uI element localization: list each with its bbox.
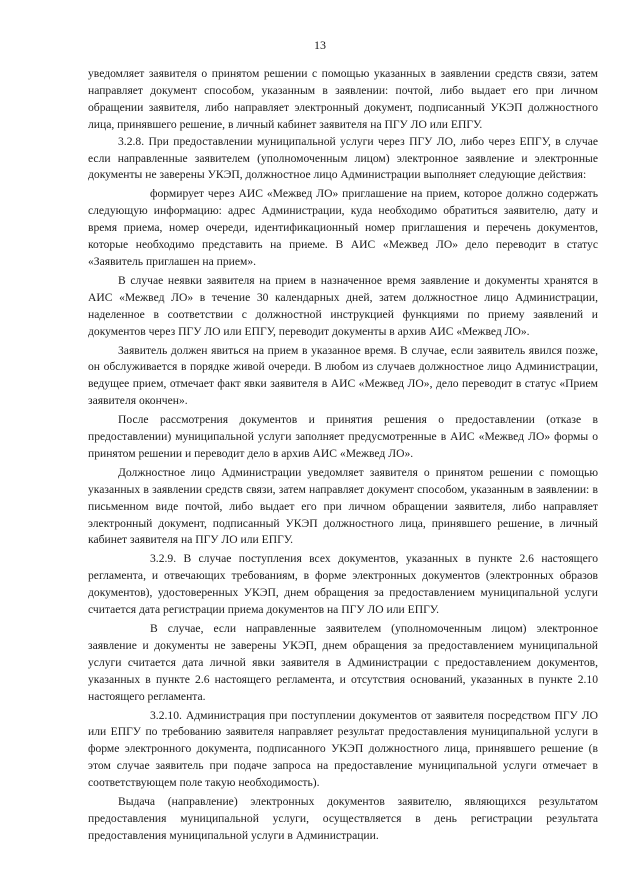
page-number: 13 [314,38,326,52]
paragraph-no-show: В случае неявки заявителя на прием в назначенное время заявление и документы хранятся в АИС «Межвед ЛО» в течение 30 календарных дней, затем должностное лицо Администрации, наделенное в соответствии с должностной инструкцией функциями по приему заявлений и документов через ПГУ ЛО или ЕПГУ, переводит документы в архив АИС «Межвед ЛО». [88,273,598,338]
paragraph-not-certified: В случае, если направленные заявителем (уполномоченным лицом) электронное заявление и документы не заверены УКЭП, днем обращения за предоставлением муниципальной услуги считается дата личной явки заявителя в Администрации с предоставлением документов, указанных в пункте 2.6 настоящего регламента, и отсутствия оснований, указанных в пункте 2.10 настоящего регламента. [88,622,598,703]
paragraph-3-2-10: 3.2.10. Администрация при поступлении документов от заявителя посредством ПГУ ЛО или ЕПГУ по требованию заявителя направляет результат предоставления муниципальной услуги в форме электронного документа, подписанного УКЭП должностного лица, принявшего решение (в этом случае заявитель при подаче запроса на предоставление муниципальной услуги отмечает в соответствующем поле такую необходимость). [88,708,598,790]
paragraph-invitation: формирует через АИС «Межвед ЛО» приглашение на прием, которое должно содержать следующую информацию: адрес Администрации, куда необходимо обратиться заявителю, дату и время приема, номер очереди, идентификационный номер приглашения и перечень документов, которые необходимо представить на приеме. В АИС «Межвед ЛО» дело переводит в статус «Заявитель приглашен на прием». [88,187,598,268]
paragraph-appearance: Заявитель должен явиться на прием в указанное время. В случае, если заявитель явился позже, он обслуживается в порядке живой очереди. В любом из случаев должностное лицо Администрации, ведущее прием, отмечает факт явки заявителя в АИС «Межвед ЛО», дело переводит в статус «Прием заявителя окончен». [88,343,598,408]
paragraph-3-2-8: 3.2.8. При предоставлении муниципальной услуги через ПГУ ЛО, либо через ЕПГУ, в случае если направленные заявителем (уполномоченным лицом) электронное заявление и электронные документы не заверены УКЭП, должностное лицо Администрации выполняет следующие действия: [88,134,598,182]
paragraph-after-review: После рассмотрения документов и принятия решения о предоставлении (отказе в предоставлении) муниципальной услуги заполняет предусмотренные в АИС «Межвед ЛО» формы о принятом решении и переводит дело в архив АИС «Межвед ЛО». [88,413,598,460]
paragraph-3-2-9: 3.2.9. В случае поступления всех документов, указанных в пункте 2.6 настоящего регламента, и отвечающих требованиям, в форме электронных документов (электронных образов документов), удостоверенных УКЭП, днем обращения за предоставлением муниципальной услуги считается дата регистрации приема документов на ПГУ ЛО или ЕПГУ. [88,552,598,617]
paragraph-continuation: уведомляет заявителя о принятом решении с помощью указанных в заявлении средств связи, затем направляет документ способом, указанным в заявлении: почтой, либо выдает его при личном обращении заявителя, либо направляет электронный документ, подписанный УКЭП должностного лица, принявшего решение, в личный кабинет заявителя на ПГУ ЛО или ЕПГУ. [88,67,598,131]
document-body [88,66,598,845]
paragraph-issuance: Выдача (направление) электронных документов заявителю, являющихся результатом предоставления муниципальной услуги, осуществляется в день регистрации результата предоставления муниципальной услуги в Администрации. [88,795,598,842]
paragraph-notification: Должностное лицо Администрации уведомляет заявителя о принятом решении с помощью указанных в заявлении средств связи, затем направляет документ способом, указанным в заявлении: в письменном виде почтой, либо выдает его при личном обращении заявителя, либо направляет электронный документ, подписанный УКЭП должностного лица, принявшего решение, в личный кабинет заявителя на ПГУ ЛО или ЕПГУ. [88,465,598,547]
